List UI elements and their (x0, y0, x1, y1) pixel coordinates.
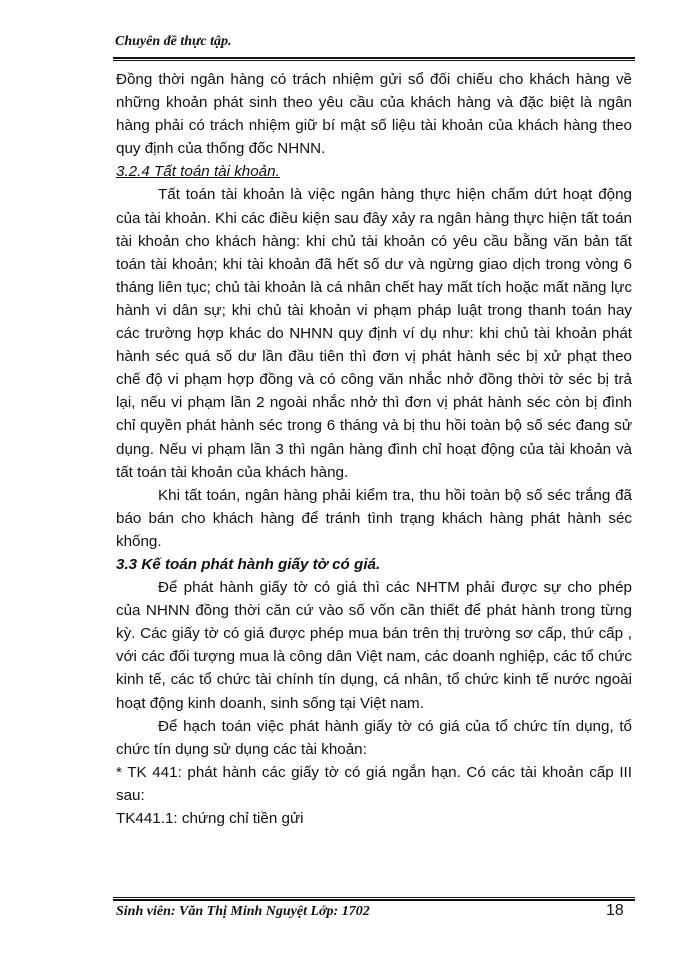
footer-author: Sinh viên: Văn Thị Minh Nguyệt Lớp: 1702 (116, 904, 370, 919)
section-heading-3-2-4: 3.2.4 Tất toán tài khoản. (116, 163, 280, 181)
paragraph-1: Đồng thời ngân hàng có trách nhiệm gửi sổ đối chiếu cho khách hàng về những khoản phát sinh theo yêu cầu của khách hàng và đặc biệt là ngân hàng phải có trách nhiệm giữ bí mật số liệu tài khoản của khách hàng theo quy định của thống đốc NHNN. (116, 71, 632, 158)
header-divider (113, 57, 635, 61)
document-body (116, 68, 632, 830)
paragraph-6: * TK 441: phát hành các giấy tờ có giá ngắn hạn. Có các tài khoản cấp III sau: (116, 763, 632, 804)
paragraph-5: Để hạch toán việc phát hành giấy tờ có giá của tổ chức tín dụng, tổ chức tín dụng sử dụng các tài khoản: (116, 717, 632, 758)
paragraph-3: Khi tất toán, ngân hàng phải kiểm tra, thu hồi toàn bộ số séc trắng đã báo bán cho khách hàng để tránh tình trạng khách hàng phát hành séc khống. (116, 486, 632, 550)
paragraph-2: Tất toán tài khoản là việc ngân hàng thực hiện chấm dứt hoạt động của tài khoản. Khi các điều kiện sau đây xảy ra ngân hàng thực hiện tất toán tài khoản cho khách hàng: khi chủ tài khoản có yêu cầu bằng văn bản tất toán tài khoản; khi tài khoản đã hết số dư và ngừng giao dịch trong vòng 6 tháng liên tục; chủ tài khoản là cá nhân chết hay mất tích hoặc mất năng lực hành vi dân sự; khi chủ tài khoản vi phạm pháp luật trong thanh toán hay các trường hợp khác do NHNN quy định ví dụ như: khi chủ tài khoản phát hành séc quá số dư lần đầu tiên thì đơn vị phát hành séc bị xử phạt theo chế độ vi phạm hợp đồng và có công văn nhắc nhở đồng thời tờ séc bị trả lại, nếu vi phạm lần 2 ngoài nhắc nhở thì đơn vị phát hành séc còn bị đình chỉ quyền phát hành séc trong 6 tháng và bị thu hồi toàn bộ số séc đang sử dụng. Nếu vi phạm lần 3 thì ngân hàng đình chỉ hoạt động của tài khoản và tất toán tài khoản của khách hàng. (116, 186, 632, 481)
page-number: 18 (606, 902, 624, 919)
paragraph-4: Để phát hành giấy tờ có giá thì các NHTM phải được sự cho phép của NHNN đồng thời căn cứ vào số vốn cần thiết để phát hành trong từng kỳ. Các giấy tờ có giá được phép mua bán trên thị trường sơ cấp, thứ cấp , với các đối tượng mua là công dân Việt nam, các doanh nghiệp, các tổ chức kinh tế, các tổ chức tài chính tín dụng, cá nhân, tổ chức kinh tế nước ngoài hoạt động kinh doanh, sinh sống tại Việt nam. (116, 579, 632, 712)
paragraph-7: TK441.1: chứng chỉ tiền gửi (116, 810, 304, 827)
footer-divider (113, 897, 635, 901)
page-header-title: Chuyên đề thực tập. (115, 34, 232, 49)
section-heading-3-3: 3.3 Kế toán phát hành giấy tờ có giá. (116, 555, 381, 573)
